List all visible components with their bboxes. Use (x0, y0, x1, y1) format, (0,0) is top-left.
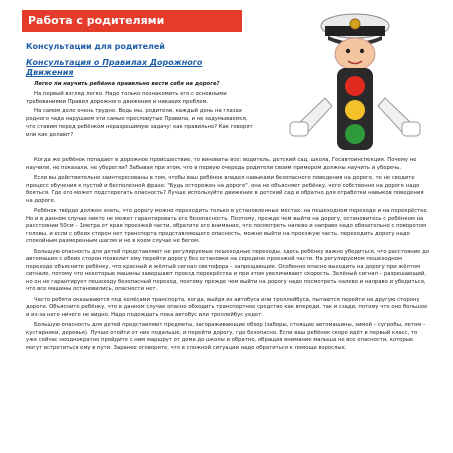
consultation-title: Консультация о Правилах Дорожного Движения (26, 58, 203, 77)
body-paragraph: Часто ребята оказываются под колёсами транспорта, когда, выйдя из автобуса или троллейбуса, пытаются перейти на другую сторону дороги. Объясните ребёнку, что в данном случае опасно обходить транспортное средство как впереди, так и сзади, потому что оно большое и из-за него ничего не видно. Надо подождать пока автобус или троллейбус уедет. (26, 296, 428, 318)
intro-question: Легко ли научить ребёнка правильно вести себя на дороге? (34, 81, 220, 87)
intro-paragraph: На самом деле очень трудно. Ведь мы, родители, каждый день на глазах родного чада нарушаем эти самые пресловутые Правила, и не задумываемся, что ставим перед ребёнком неразрешимую задачу: как правильно? Как говорят или как делают? (26, 108, 253, 138)
body-paragraph: Когда же ребёнок попадает в дорожное происшествие, то виноваты все: водитель, детский сад, школа, Госавтоинспекция. Почему не научили, не показали, не уберегли? Забывая при этом, что в первую очередь родители своим примером должны научить и уберечь. (26, 157, 417, 171)
body-paragraph: Большую опасность для детей представляют предметы, загораживающие обзор (заборы, стоящие автомашины, зимой – сугробы, летом – кустарники, деревья). Лучше отойти от них подальше, и перейти дорогу, где безопасно. Если ваш ребёнок скоро идёт в первый класс, то уже сейчас неоднократно пройдите с ним маршрут от дома до школы и обратно, обращая внимание малыша не все опасности, которые могут встретиться ему в пути. Заранее оговорите, что в сложной ситуации надо обратиться к помощи взрослых. (26, 322, 426, 351)
intro-paragraph: На первый взгляд легко. Надо только познакомить его с основными требованиями Правил дорожного движения и никаких проблем. (26, 90, 227, 105)
body-paragraph: Большую опасность для детей представляют не регулируемые пешеходные переходы. здесь ребёнку важно убедиться, что расстояние до автомашин с обеих сторон позволит ему перейти дорогу без остановки на середине проезжей части. На регулируемом пешеходном переходе объясните ребёнку, что красный и жёлтый сигнал светофора – запрещающие. Особенно опасно выходить на дорогу при жёлтом сигнале, потому что некоторые машины завершают проезд перекрёстка и при этом увеличивают скорость. Зелёный сигнал – разрешающий, но он не гарантирует пешеходу безопасный переход, поэтому прежде чем выйти на дорогу надо посмотреть налево и направо и убедиться, что все машины остановились, опасности нет. (26, 248, 430, 292)
body-paragraph: Ребёнок твёрдо должен знать, что дорогу можно переходить только в установленных местах: на пешеходном переходе и на перекрёстке. Но и в данном случае никто не может гарантировать его безопасность. Поэтому, прежде чем выйти на дорогу, остановитесь с ребёнком на расстоянии 50см – 1метра от края проезжей части, обратите его внимание, что посмотреть налево и направо надо обязательно с поворотом головы, и если с обеих сторон нет транспорта представляющего опасность, можно выйти на проезжую часть. переходить дорогу надо спокойным размеренным шагом и не в коем случае не бегом. (26, 208, 429, 244)
page-title: Работа с родителями (22, 10, 242, 32)
section-subtitle: Консультации для родителей (26, 42, 165, 51)
main-text (26, 157, 430, 355)
intro-text (26, 81, 258, 142)
traffic-light-character-icon (280, 6, 430, 156)
body-paragraph: Если вы действительно заинтересованы в том, чтобы ваш ребёнок владел навыками безопасного поведения на дороге, то не сводите процесс обучения к пустой и бесполезной фразе: "Будь осторожен на дороге". она не объясняет ребёнку, чего собственно на дороге надо бояться. Где его может подстерегать опасность? Лучше используйте движение в детский сад и обратно для отработки навыков поведения на дороге. (26, 175, 424, 204)
